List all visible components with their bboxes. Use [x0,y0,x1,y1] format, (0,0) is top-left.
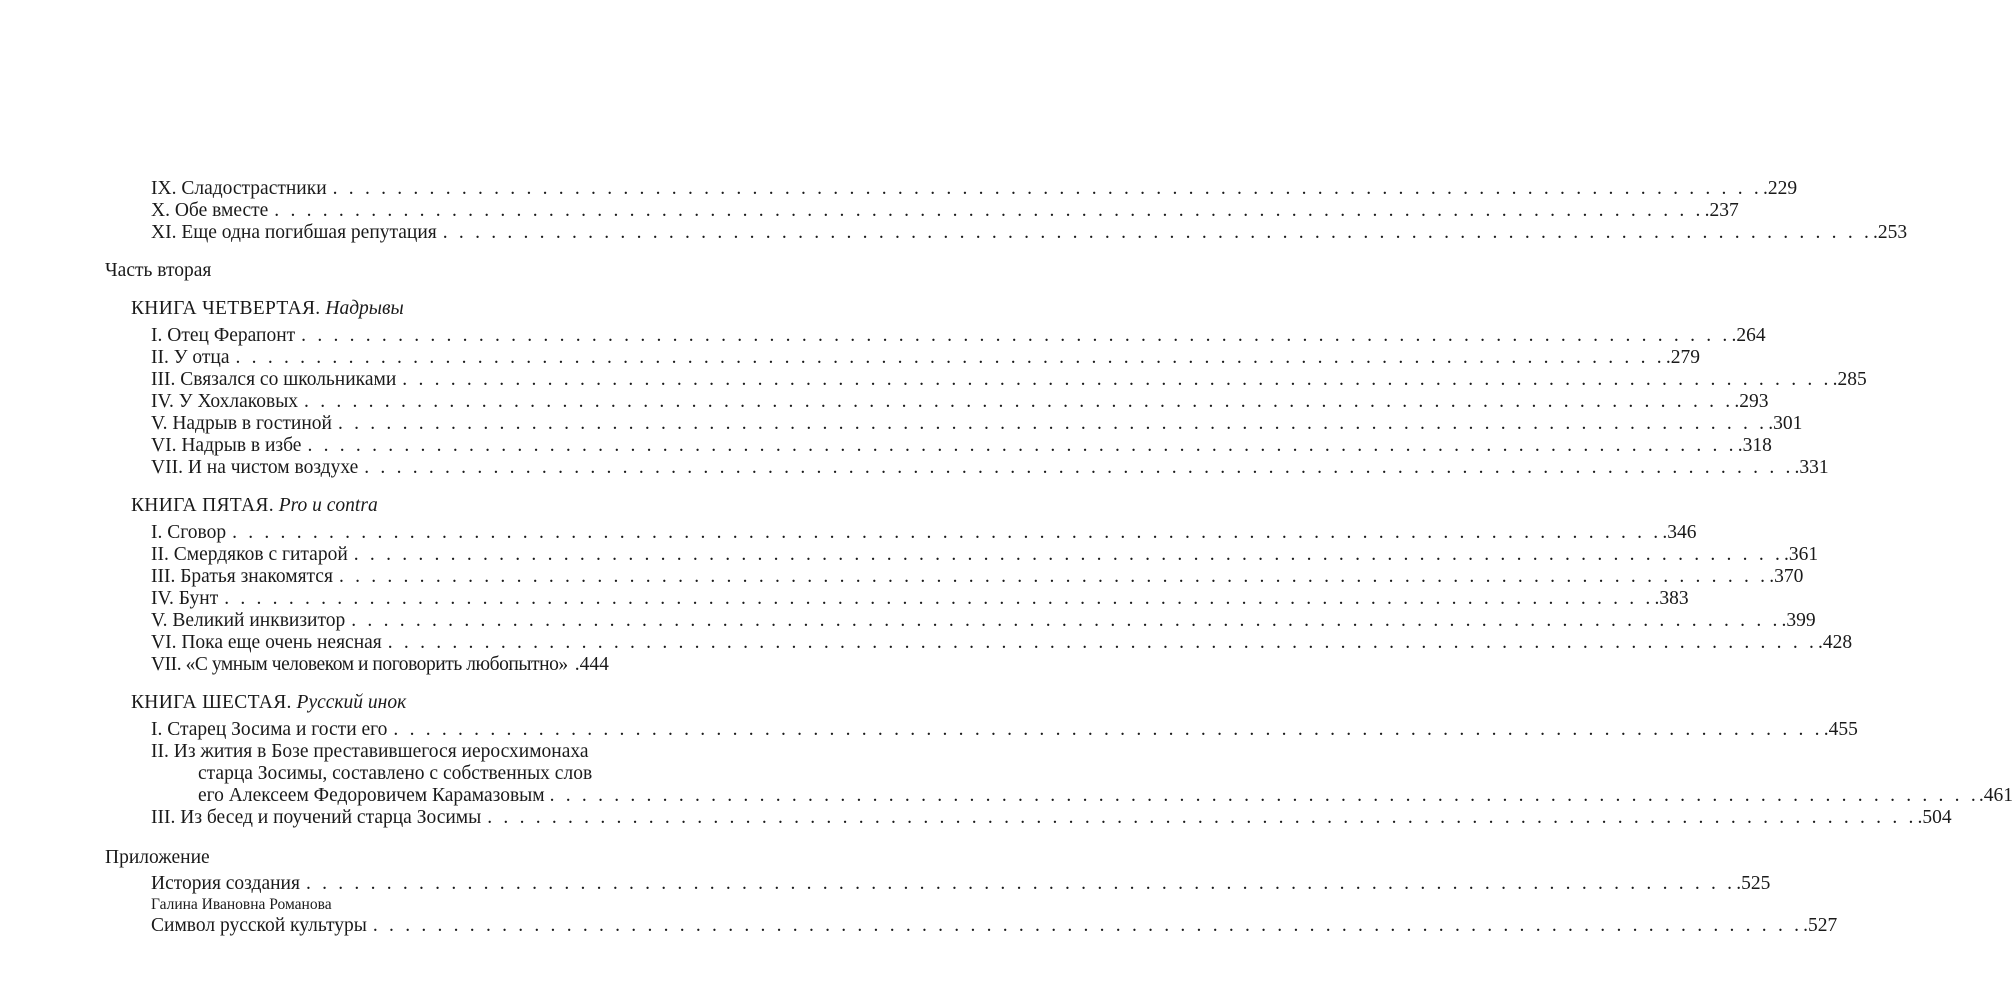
entry-title: II. Смердяков с гитарой [151,544,348,565]
entry-title: I. Отец Ферапонт [151,325,296,346]
entry-title-line: его Алексеем Федоровичем Карамазовым [198,785,545,806]
dot-leader: . . . . . . . . . . . . . . . . . . . . . . . . . . . . . . . . . . . . . . . . . . . . . . . . . . . . . . . . . . . . . . . . . . . . . . . . . . . . . . . . . . . . . . . . . [235,347,1665,368]
book-heading [131,298,597,320]
toc-entry[interactable] [151,632,1853,654]
toc-entry[interactable] [151,325,1766,347]
toc-entry[interactable] [151,178,1798,200]
dot-leader: . . . . . . . . . . . . . . . . . . . . . . . . . . . . . . . . . . . . . . . . . . . . . . . . . . . . . . . . . . . . . . . . . . . . . . . . . . . . . . . . . . . . . . . . . [337,413,1768,434]
dot-leader: . . . . . . . . . . . . . . . . . . . . . . . . . . . . . . . . . . . . . . . . . . . . . . . . . . . . . . . . . . . . . . . . . . . . . . . . . . . . . . . . . . . . . . . . . [393,719,1823,740]
entry-title: III. Братья знакомятся [151,566,333,587]
dot-leader: . . . . . . . . . . . . . . . . . . . . . . . . . . . . . . . . . . . . . . . . . . . . . . . . . . . . . . . . . . . . . . . . . . . . . . . . . . . . . . . . . . . . . . . . . [305,873,1736,894]
entry-page-number: .301 [1768,413,1803,434]
dot-leader: . . . . . . . . . . . . . . . . . . . . . . . . . . . . . . . . . . . . . . . . . . . . . . . . . . . . . . . . . . . . . . . . . . . . . . . . . . . . . . . . . . . . . . . . . [232,522,1662,543]
author-name: Галина Ивановна Романова [151,896,332,913]
entry-title: IX. Сладострастники [151,178,327,199]
entry-title: II. У отца [151,347,230,368]
toc-entry[interactable] [151,522,1697,544]
book-name: КНИГА ШЕСТАЯ. [131,692,292,713]
entry-title: I. Старец Зосима и гости его [151,719,388,740]
entry-page-number: .346 [1662,522,1697,543]
entry-title-line: II. Из жития в Бозе преставившегося иеросхимонаха [151,741,589,762]
dot-leader: . . . . . . . . . . . . . . . . . . . . . . . . . . . . . . . . . . . . . . . . . . . . . . . . . . . . . . . . . . . . . . . . . . . . . . . . . . . . . . . . . . . . . . . . . [332,178,1762,199]
dot-leader: . . . . . . . . . . . . . . . . . . . . . . . . . . . . . . . . . . . . . . . . . . . . . . . . . . . . . . . . . . . . . . . . . . . . . . . . . . . . . . . . . . . . . . . . . [549,785,1979,806]
toc-entry[interactable] [151,457,1829,479]
dot-leader: . . . . . . . . . . . . . . . . . . . . . . . . . . . . . . . . . . . . . . . . . . . . . . . . . . . . . . . . . . . . . . . . . . . . . . . . . . . . . . . . . . . . . . . . . [351,610,1781,631]
book-subtitle: Русский инок [296,692,407,713]
toc-entry[interactable] [151,369,1867,391]
entry-title: X. Обе вместе [151,200,269,221]
entry-title: III. Связался со школьниками [151,369,397,390]
entry-page-number: .455 [1823,719,1858,740]
entry-page-number: .318 [1737,435,1772,456]
entry-title: I. Сговор [151,522,227,543]
dot-leader: . . . . . . . . . . . . . . . . . . . . . . . . . . . . . . . . . . . . . . . . . . . . . . . . . . . . . . . . . . . . . . . . . . . . . . . . . . . . . . . . . . . . . . . . . [307,435,1737,456]
entry-title: VII. «С умным человеком и поговорить любопытно» [151,654,568,675]
toc-entry[interactable] [151,719,1858,741]
entry-title: V. Надрыв в гостиной [151,413,332,434]
toc-entry[interactable] [151,654,609,676]
dot-leader: . . . . . . . . . . . . . . . . . . . . . . . . . . . . . . . . . . . . . . . . . . . . . . . . . . . . . . . . . . . . . . . . . . . . . . . . . . . . . . . . . . . . . . . . . [353,544,1784,565]
entry-page-number: .383 [1654,588,1689,609]
entry-title: VII. И на чистом воздухе [151,457,359,478]
book-heading [131,692,597,714]
entry-page-number: .237 [1704,200,1739,221]
dot-leader: . . . . . . . . . . . . . . . . . . . . . . . . . . . . . . . . . . . . . . . . . . . . . . . . . . . . . . . . . . . . . . . . . . . . . . . . . . . . . . . . . . . . . . . . . [224,588,1654,609]
toc-entry[interactable] [151,222,1908,244]
entry-title: VI. Надрыв в избе [151,435,302,456]
entry-page-number: .461 [1978,785,2013,806]
entry-page-number: .370 [1769,566,1804,587]
toc-entry[interactable] [151,610,1816,632]
book-name: КНИГА ПЯТАЯ. [131,495,274,516]
entry-title: XI. Еще одна погибшая репутация [151,222,437,243]
entry-title-last-line [198,785,2013,807]
entry-page-number: .293 [1734,391,1769,412]
appendix-heading: Приложение [105,847,210,868]
entry-page-number: .229 [1762,178,1798,199]
entry-page-number: .525 [1736,873,1771,894]
dot-leader: . . . . . . . . . . . . . . . . . . . . . . . . . . . . . . . . . . . . . . . . . . . . . . . . . . . . . . . . . . . . . . . . . . . . . . . . . . . . . . . . . . . . . . . . . [387,632,1818,653]
dot-leader: . . . . . . . . . . . . . . . . . . . . . . . . . . . . . . . . . . . . . . . . . . . . . . . . . . . . . . . . . . . . . . . . . . . . . . . . . . . . . . . . . . . . . . . . . [301,325,1731,346]
entry-page-number: .285 [1832,369,1867,390]
toc-entry[interactable] [151,915,1838,937]
toc-entry[interactable] [151,566,1804,588]
dot-leader: . . . . . . . . . . . . . . . . . . . . . . . . . . . . . . . . . . . . . . . . . . . . . . . . . . . . . . . . . . . . . . . . . . . . . . . . . . . . . . . . . . . . . . . . . [274,200,1704,221]
entry-title: IV. У Хохлаковых [151,391,299,412]
entry-page-number: .264 [1731,325,1766,346]
entry-title: III. Из бесед и поучений старца Зосимы [151,807,482,828]
entry-title: История создания [151,873,300,894]
toc-entry[interactable] [151,200,1739,222]
toc-entry[interactable] [151,544,1819,566]
entry-title: VI. Пока еще очень неясная [151,632,382,653]
toc-entry[interactable] [151,347,1700,369]
book-name: КНИГА ЧЕТВЕРТАЯ. [131,298,321,319]
dot-leader: . . . . . . . . . . . . . . . . . . . . . . . . . . . . . . . . . . . . . . . . . . . . . . . . . . . . . . . . . . . . . . . . . . . . . . . . . . . . . . . . . . . . . . . . . [487,807,1917,828]
entry-page-number: .444 [574,654,609,675]
entry-title: V. Великий инквизитор [151,610,346,631]
toc-entry[interactable] [151,413,1803,435]
dot-leader: . . . . . . . . . . . . . . . . . . . . . . . . . . . . . . . . . . . . . . . . . . . . . . . . . . . . . . . . . . . . . . . . . . . . . . . . . . . . . . . . . . . . . . . . . [442,222,1873,243]
dot-leader: . . . . . . . . . . . . . . . . . . . . . . . . . . . . . . . . . . . . . . . . . . . . . . . . . . . . . . . . . . . . . . . . . . . . . . . . . . . . . . . . . . . . . . . . . [364,457,1794,478]
book-subtitle: Pro и contra [278,495,378,516]
entry-page-number: .361 [1784,544,1819,565]
table-of-contents [105,178,2013,937]
toc-entry[interactable] [151,873,1771,895]
entry-page-number: .504 [1917,807,1952,828]
toc-entry[interactable] [151,807,1952,829]
book-heading [131,495,597,517]
dot-leader: . . . . . . . . . . . . . . . . . . . . . . . . . . . . . . . . . . . . . . . . . . . . . . . . . . . . . . . . . . . . . . . . . . . . . . . . . . . . . . . . . . . . . . . . . [402,369,1832,390]
part-heading: Часть вторая [105,260,212,281]
entry-page-number: .527 [1803,915,1838,936]
toc-entry[interactable] [151,588,1689,610]
entry-page-number: .331 [1794,457,1829,478]
entry-title: IV. Бунт [151,588,219,609]
dot-leader: . . . . . . . . . . . . . . . . . . . . . . . . . . . . . . . . . . . . . . . . . . . . . . . . . . . . . . . . . . . . . . . . . . . . . . . . . . . . . . . . . . . . . . . . . [372,915,1803,936]
entry-title-line: старца Зосимы, составлено с собственных слов [198,763,593,784]
entry-page-number: .399 [1781,610,1816,631]
entry-page-number: .253 [1873,222,1908,243]
book-subtitle: Надрывы [325,298,404,319]
dot-leader: . . . . . . . . . . . . . . . . . . . . . . . . . . . . . . . . . . . . . . . . . . . . . . . . . . . . . . . . . . . . . . . . . . . . . . . . . . . . . . . . . . . . . . . . . [338,566,1769,587]
toc-entry[interactable] [151,391,1769,413]
entry-title: Символ русской культуры [151,915,367,936]
entry-page-number: .279 [1665,347,1700,368]
dot-leader: . . . . . . . . . . . . . . . . . . . . . . . . . . . . . . . . . . . . . . . . . . . . . . . . . . . . . . . . . . . . . . . . . . . . . . . . . . . . . . . . . . . . . . . . . [304,391,1734,412]
entry-page-number: .428 [1818,632,1853,653]
toc-entry-multiline[interactable] [151,741,2013,807]
toc-entry[interactable] [151,435,1772,457]
